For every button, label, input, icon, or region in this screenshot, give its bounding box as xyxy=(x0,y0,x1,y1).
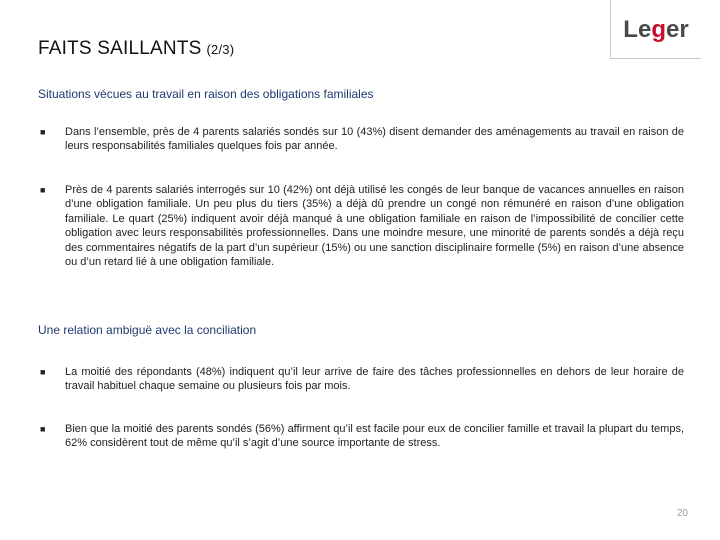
bullet-marker-icon: ■ xyxy=(40,127,46,137)
slide-title-text: FAITS SAILLANTS xyxy=(38,38,202,59)
bullet-item xyxy=(40,365,684,394)
leger-logo-text: Leger xyxy=(623,16,689,43)
bullet-item xyxy=(40,125,684,154)
bullet-text: Près de 4 parents salariés interrogés sur 10 (42%) ont déjà utilisé les congés de leur banque de vacances annuelles en raison d’une obligation familiale. Un peu plus du tiers (35%) a déjà dû prendre un congé non rémunéré en raison d’une obligation familiale. Le quart (25%) indiquent avoir déjà manqué à une obligation familiale en raison de l’impossibilité de concilier cette obligation avec leurs responsabilités professionnelles. Dans une moindre mesure, une minorité de parents sondés a déjà reçu des commentaires négatifs de la part d’un supérieur (15%) ou une sanction disciplinaire formelle (5%) en raison d’une absence ou d’un retard lié à une obligation familiale. xyxy=(65,184,684,269)
bullet-text: La moitié des répondants (48%) indiquent qu’il leur arrive de faire des tâches professionnelles en dehors de leur horaire de travail habituel chaque semaine ou plusieurs fois par mois. xyxy=(65,366,684,393)
leger-logo-mark xyxy=(621,12,691,46)
bullet-marker-icon: ■ xyxy=(40,424,46,434)
bullet-item xyxy=(40,422,684,451)
section-heading-relation: Une relation ambiguë avec la conciliation xyxy=(38,323,257,337)
bullet-marker-icon: ■ xyxy=(40,367,46,377)
bullet-text: Bien que la moitié des parents sondés (56%) affirment qu’il est facile pour eux de concilier famille et travail la plupart du temps, 62% considèrent tout de même qu’il s’agit d’une source importante de stress. xyxy=(65,423,684,450)
bullet-text: Dans l’ensemble, près de 4 parents salariés sondés sur 10 (43%) disent demander des aménagements au travail en raison de leurs responsabilités familiales quelques fois par année. xyxy=(65,126,684,153)
slide-title xyxy=(38,38,234,60)
page-number: 20 xyxy=(676,508,688,519)
bullet-item xyxy=(40,183,684,269)
slide-title-suffix: (2/3) xyxy=(206,42,235,57)
leger-logo xyxy=(610,0,701,59)
bullet-marker-icon: ■ xyxy=(40,185,46,195)
section-heading-situations: Situations vécues au travail en raison des obligations familiales xyxy=(38,87,374,101)
